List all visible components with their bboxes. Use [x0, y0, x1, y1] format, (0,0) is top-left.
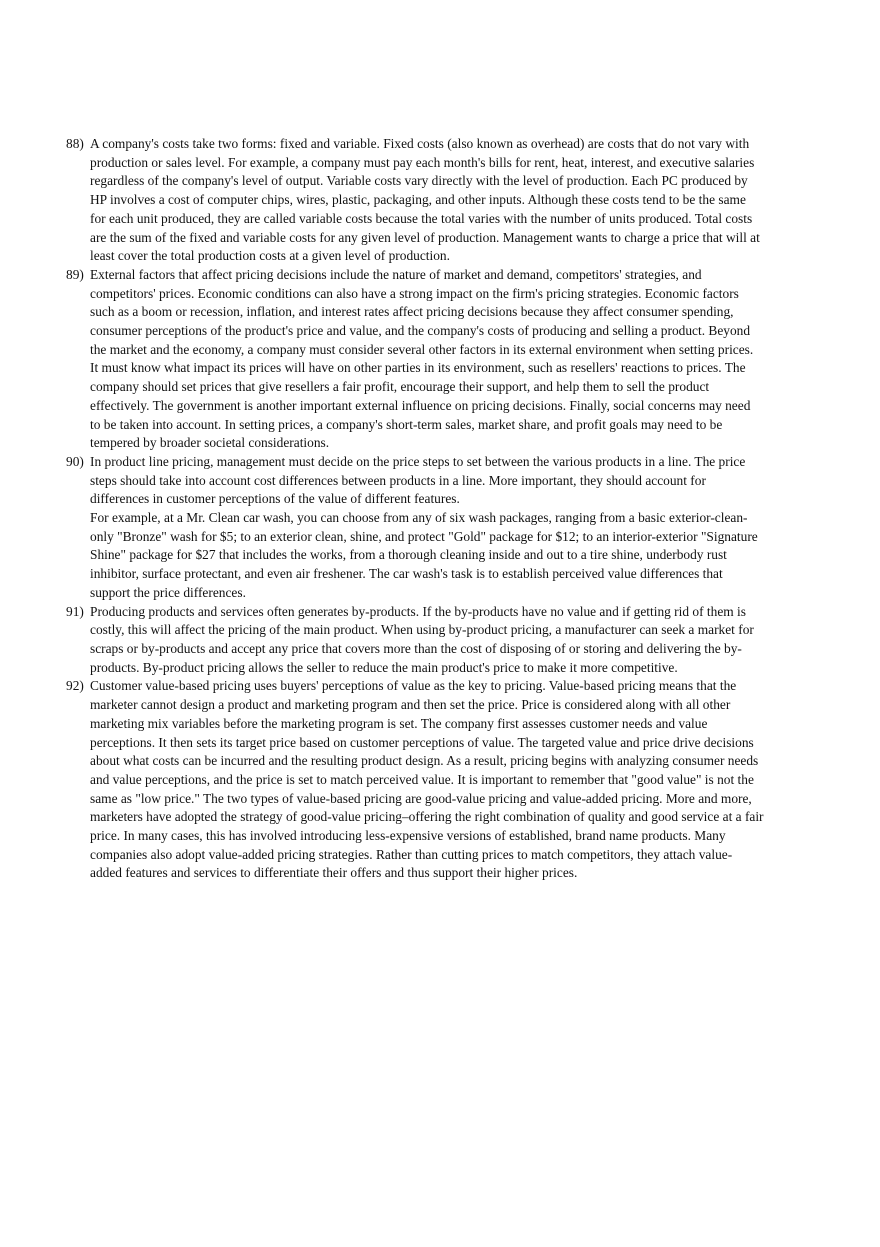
answer-item-88 [66, 135, 764, 266]
answer-paragraph: Producing products and services often generates by-products. If the by-products have no value and if getting rid of them is costly, this will affect the pricing of the main product. When using by-product pricing, a manufacturer can seek a market for scraps or by-products and accept any price that covers more than the cost of disposing of or storing and delivering the by-products. By-product pricing allows the seller to reduce the main product's price to make it more competitive. [90, 603, 754, 675]
answer-number: 90) [66, 453, 84, 469]
answer-text [90, 677, 764, 883]
answer-text [90, 453, 764, 603]
answer-number: 91) [66, 603, 84, 619]
answer-text [90, 266, 764, 453]
answer-list [66, 135, 764, 883]
answer-item-92 [66, 677, 764, 883]
answer-item-89 [66, 266, 764, 453]
answer-paragraph: In product line pricing, management must decide on the price steps to set between the various products in a line. The price steps should take into account cost differences between products in a line. More important, they should account for differences in customer perceptions of the value of different features. [90, 453, 746, 507]
answer-item-91 [66, 603, 764, 678]
answer-paragraph: A company's costs take two forms: fixed and variable. Fixed costs (also known as overhead) are costs that do not vary with production or sales level. For example, a company must pay each month's bills for rent, heat, interest, and executive salaries regardless of the company's level of output. Variable costs vary directly with the level of production. Each PC produced by HP involves a cost of computer chips, wires, plastic, packaging, and other inputs. Although these costs tend to be the same for each unit produced, they are called variable costs because the total varies with the number of units produced. Total costs are the sum of the fixed and variable costs for any given level of production. Management wants to charge a price that will at least cover the total production costs at a given level of production. [90, 136, 760, 264]
answer-number: 92) [66, 678, 84, 694]
answer-paragraph: For example, at a Mr. Clean car wash, you can choose from any of six wash packages, ranging from a basic exterior-clean-only "Bronze" wash for $5; to an exterior clean, shine, and protect "Gold" package for $12; to an interior-exterior "Signature Shine" package for $27 that includes the works, from a thorough cleaning inside and out to a tire shine, underbody rust inhibitor, surface protectant, and even air freshener. The car wash's task is to establish perceived value differences that support the price differences. [90, 510, 758, 600]
answer-text [90, 603, 764, 678]
answer-number: 88) [66, 136, 84, 151]
answer-paragraph: Customer value-based pricing uses buyers' perceptions of value as the key to pricing. Value-based pricing means that the marketer cannot design a product and marketing program and then set the price. Price is considered along with all other marketing mix variables before the marketing program is set. The company first assesses customer needs and value perceptions. It then sets its target price based on customer perceptions of value. The targeted value and price drive decisions about what costs can be incurred and the resulting product design. As a result, pricing begins with analyzing consumer needs and value perceptions, and the price is set to match perceived value. It is important to remember that "good value" is not the same as "low price." The two types of value-based pricing are good-value pricing and value-added pricing. More and more, marketers have adopted the strategy of good-value pricing–offering the right combination of quality and good service at a fair price. In many cases, this has involved introducing less-expensive versions of established, brand name products. Many companies also adopt value-added pricing strategies. Rather than cutting prices to match competitors, they attach value-added features and services to differentiate their offers and thus support their higher prices. [90, 678, 764, 881]
answer-paragraph: External factors that affect pricing decisions include the nature of market and demand, competitors' strategies, and competitors' prices. Economic conditions can also have a strong impact on the firm's pricing strategies. Economic factors such as a boom or recession, inflation, and interest rates affect pricing decisions because they affect consumer spending, consumer perceptions of the product's price and value, and the company's costs of producing and selling a product. Beyond the market and the economy, a company must consider several other factors in its external environment when setting prices. It must know what impact its prices will have on other parties in its environment, such as resellers' reactions to prices. The company should set prices that give resellers a fair profit, encourage their support, and help them to sell the product effectively. The government is another important external influence on pricing decisions. Finally, social concerns may need to be taken into account. In setting prices, a company's short-term sales, market share, and profit goals may need to be tempered by broader societal considerations. [90, 266, 754, 451]
answer-text [90, 135, 764, 266]
answer-item-90 [66, 453, 764, 603]
answer-number: 89) [66, 266, 84, 282]
